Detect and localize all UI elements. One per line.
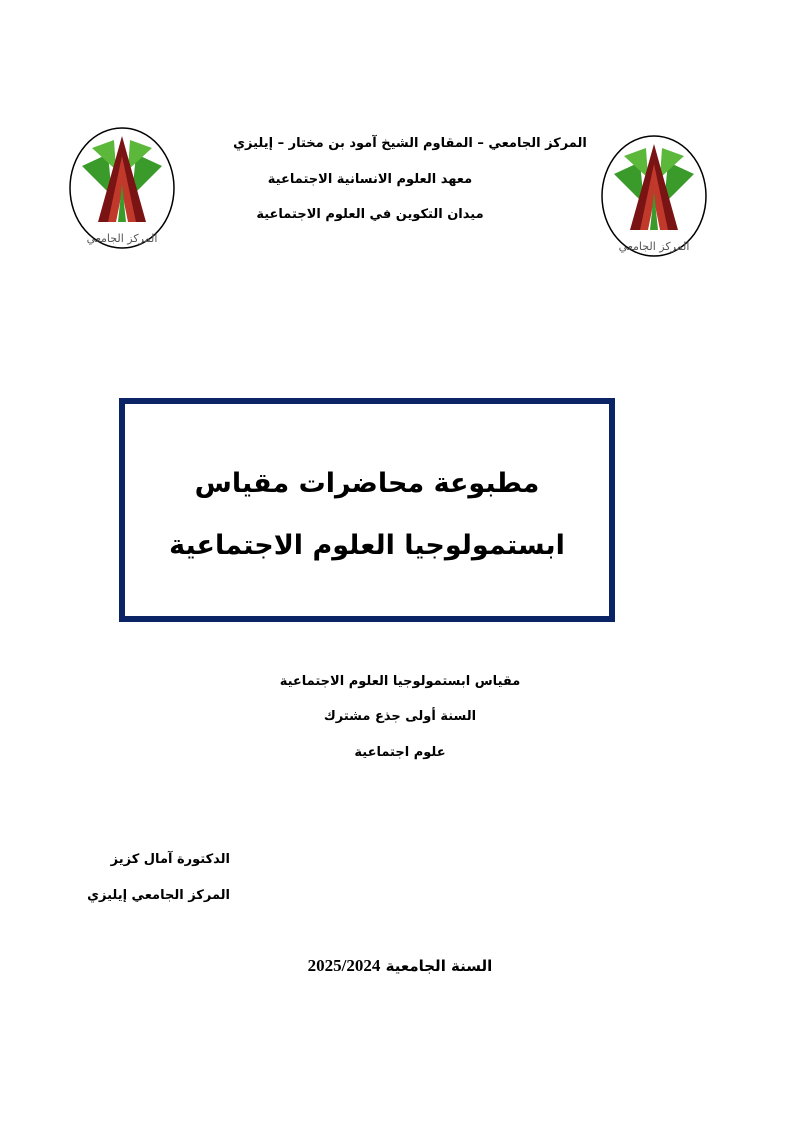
author-affiliation: المركز الجامعي إيليزي bbox=[87, 888, 230, 903]
title-frame bbox=[119, 398, 615, 622]
title-line-1: مطبوعة محاضرات مقياس bbox=[194, 468, 540, 499]
svg-text:المركز الجامعي: المركز الجامعي bbox=[86, 232, 158, 245]
academic-year bbox=[200, 956, 600, 976]
university-logo-right bbox=[600, 134, 708, 258]
university-logo-left bbox=[68, 126, 176, 250]
svg-text:المركز الجامعي: المركز الجامعي bbox=[618, 240, 690, 253]
academic-year-value: 2025/2024 bbox=[307, 956, 381, 975]
academic-year-label: السنة الجامعية bbox=[385, 957, 493, 975]
course-name: مقياس ابستمولوجيا العلوم الاجتماعية bbox=[279, 674, 521, 689]
specialty: علوم اجتماعية bbox=[354, 745, 446, 760]
field-name: ميدان التكوين في العلوم الاجتماعية bbox=[256, 207, 484, 222]
academic-level: السنة أولى جذع مشترك bbox=[323, 709, 477, 724]
institute-name: معهد العلوم الانسانية الاجتماعية bbox=[267, 172, 473, 187]
title-line-2: ابستمولوجيا العلوم الاجتماعية bbox=[169, 530, 565, 561]
author-name: الدكتورة آمال كزيز bbox=[110, 852, 230, 867]
institution-name: المركز الجامعي – المقاوم الشيخ آمود بن مختار – إيليزي bbox=[233, 136, 587, 151]
